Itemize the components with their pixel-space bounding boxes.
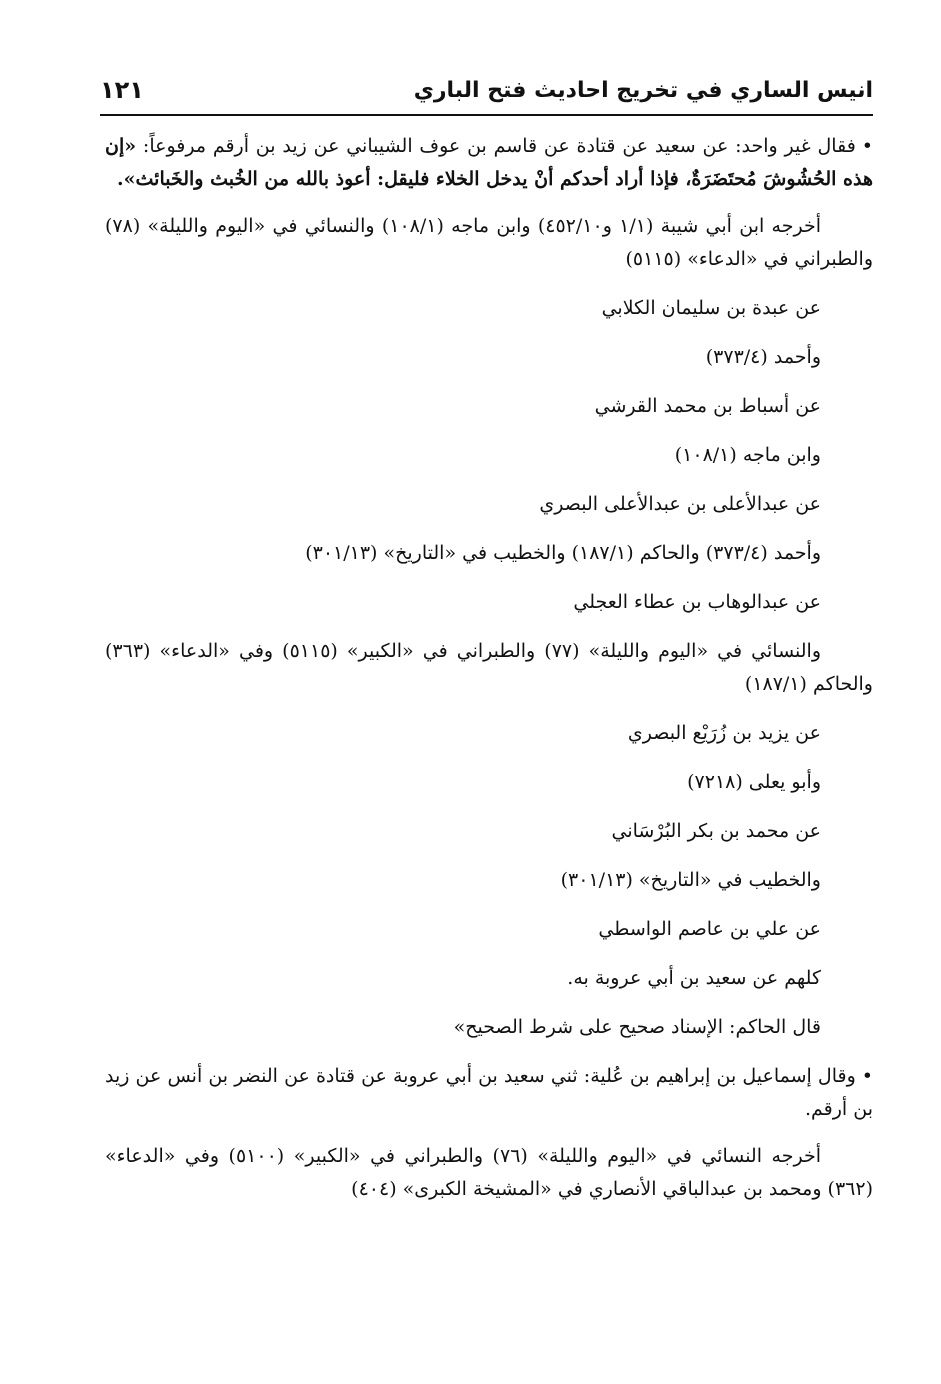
hadith-isnad: فقال غير واحد: عن سعيد عن قتادة عن قاسم بن عوف الشيباني عن زيد بن أرقم مرفوعاً:	[136, 135, 856, 157]
narrator-line: عن عبدالأعلى بن عبدالأعلى البصري	[539, 493, 821, 515]
reference-line: وأحمد (٣٧٣/٤) والحاكم (١٨٧/١) والخطيب في «التاريخ» (٣٠١/١٣)	[305, 542, 821, 564]
narrator-line: عن علي بن عاصم الواسطي	[598, 918, 821, 940]
reference-line: والنسائي في «اليوم والليلة» (٧٧) والطبراني في «الكبير» (٥١١٥) وفي «الدعاء» (٣٦٣) والحاكم (١٨٧/١)	[105, 640, 873, 695]
summary-line: كلهم عن سعيد بن أبي عروبة به.	[567, 967, 821, 989]
reference-line: وابن ماجه (١٠٨/١)	[674, 444, 821, 466]
reference-line: وأبو يعلى (٧٢١٨)	[687, 771, 821, 793]
takhrij-paragraph: أخرجه النسائي في «اليوم والليلة» (٧٦) والطبراني في «الكبير» (٥١٠٠) وفي «الدعاء» (٣٦٢) ومحمد بن عبدالباقي الأنصاري في «المشيخة الكبرى» (٤٠٤)	[105, 1145, 873, 1200]
narrator-line: عن يزيد بن زُرَيْع البصري	[627, 722, 821, 744]
hadith-paragraph	[105, 130, 873, 196]
bullet-icon: •	[861, 1065, 873, 1087]
page-header	[100, 70, 873, 110]
reference-line: والخطيب في «التاريخ» (٣٠١/١٣)	[560, 869, 821, 891]
header-rule	[100, 114, 873, 116]
narrator-line: عن محمد بن بكر البُرْسَاني	[611, 820, 821, 842]
narrator-line: عن عبدة بن سليمان الكلابي	[601, 297, 821, 319]
page-number: ١٢١	[100, 76, 144, 104]
hakim-verdict: قال الحاكم: الإسناد صحيح على شرط الصحيح»	[453, 1016, 821, 1038]
hadith-isnad: وقال إسماعيل بن إبراهيم بن عُلية: ثني سعيد بن أبي عروبة عن قتادة عن النضر بن أنس عن زيد بن أرقم.	[105, 1065, 873, 1120]
bullet-icon: •	[861, 135, 873, 157]
takhrij-paragraph: أخرجه ابن أبي شيبة (١/١ و٤٥٢/١٠) وابن ماجه (١٠٨/١) والنسائي في «اليوم والليلة» (٧٨) والطبراني في «الدعاء» (٥١١٥)	[105, 215, 873, 270]
narrator-line: عن أسباط بن محمد القرشي	[594, 395, 821, 417]
reference-line: وأحمد (٣٧٣/٤)	[705, 346, 821, 368]
hadith-matn: «إن هذه الحُشُوشَ مُحتَضَرَةٌ، فإذا أراد أحدكم أنْ يدخل الخلاء فليقل: أعوذ بالله من الخُبث والخَبائث».	[105, 135, 873, 190]
page-body	[105, 130, 873, 1222]
hadith-paragraph	[105, 1060, 873, 1126]
running-title: انيس الساري في تخريج احاديث فتح الباري	[413, 77, 873, 103]
narrator-line: عن عبدالوهاب بن عطاء العجلي	[573, 591, 821, 613]
